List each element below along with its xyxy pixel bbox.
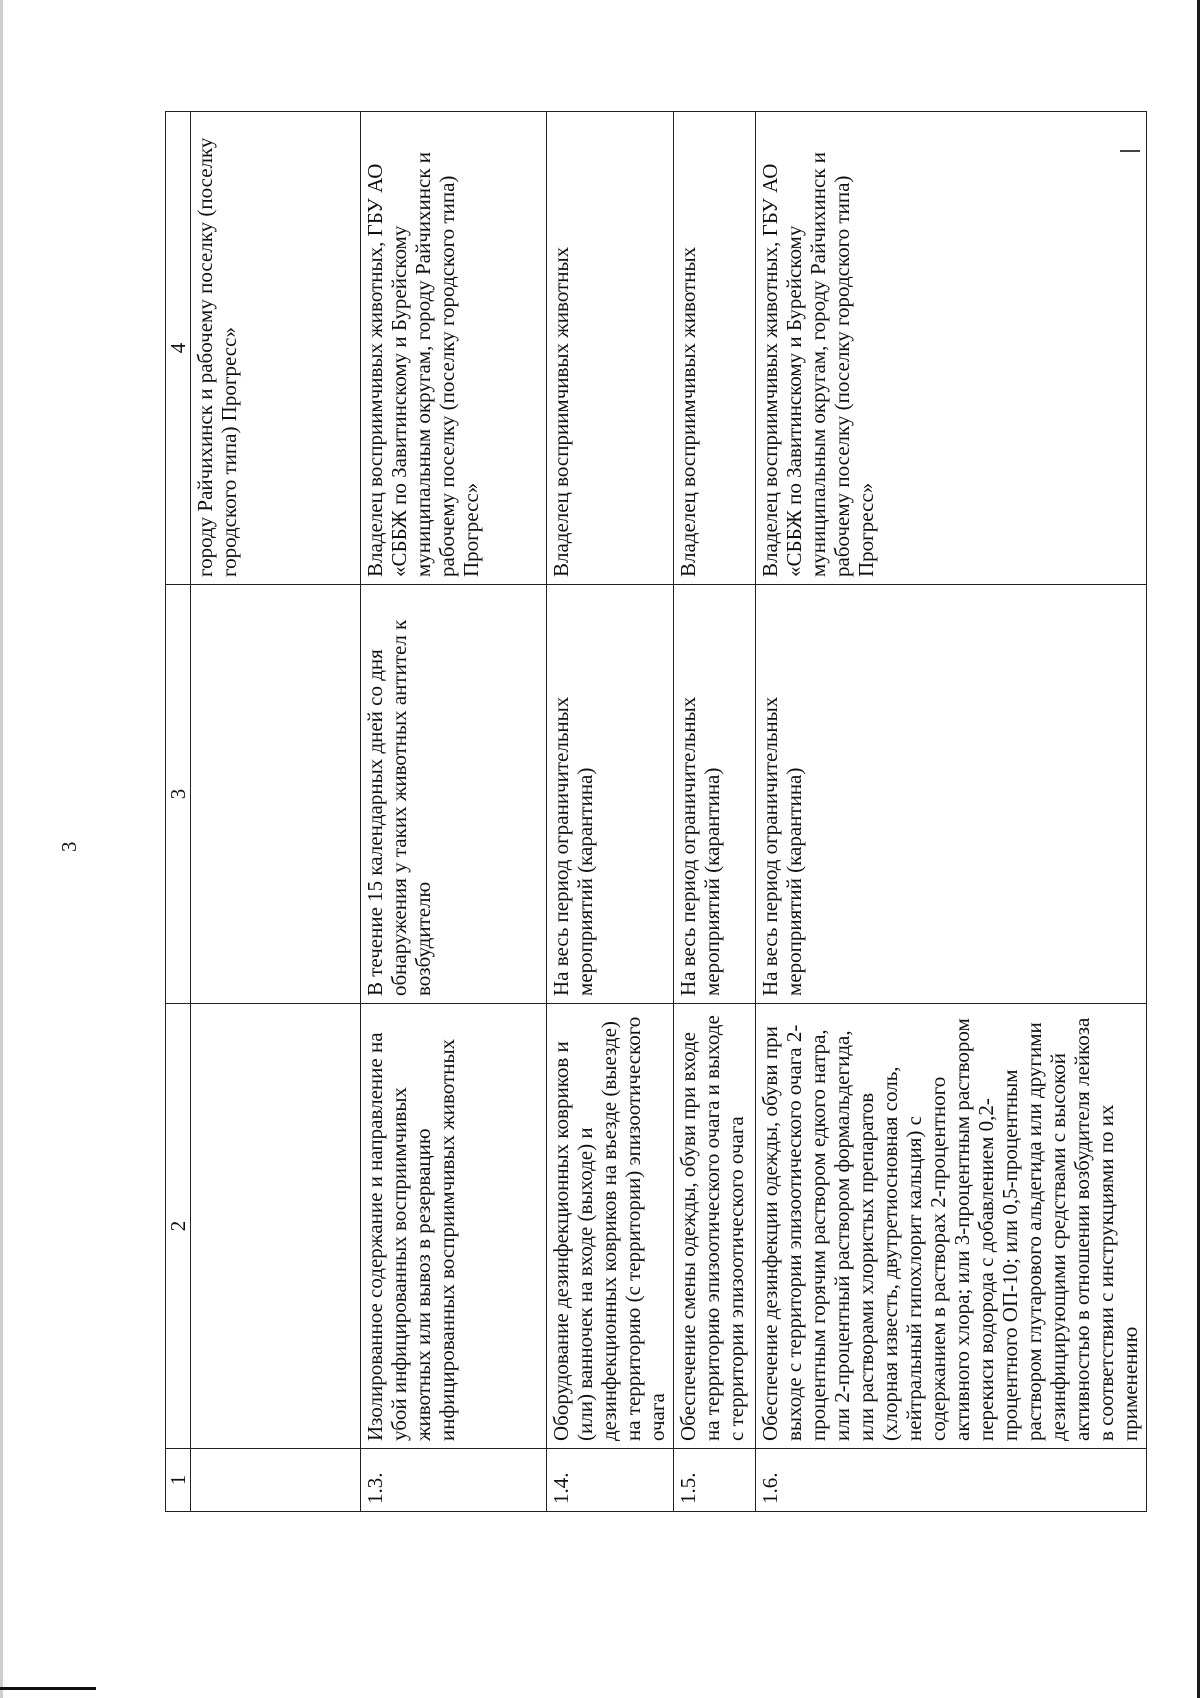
row-number-cell: 1.4. xyxy=(547,1449,674,1512)
table-row xyxy=(191,112,361,1512)
row-number-cell xyxy=(191,1449,361,1512)
responsible-cell: Владелец восприимчивых животных, ГБУ АО «СББЖ по Завитинскому и Бурейскому муниципальным округам, городу Райчихинск и рабочему поселку (поселку городского типа) Прогресс» xyxy=(361,112,547,585)
term-cell: На весь период ограничительных мероприятий (карантина) xyxy=(674,585,756,1004)
responsible-cell: Владелец восприимчивых животных xyxy=(547,112,674,585)
action-cell: Обеспечение дезинфекции одежды, обуви при выходе с территории эпизоотического очага 2-процентным горячим раствором едкого натра, или 2-процентный раствором формальдегида, или растворами хлористых препаратов (хлорная известь, двутретиосновная соль, нейтральный гипохлорит кальция) с содержанием в растворах 2-процентного активного хлора; или 3-процентным раствором перекиси водорода с добавлением 0,2-процентного ОП-10; или 0,5-процентным раствором глутарового альдегида или другими дезинфицирующими средствами с высокой активностью в отношении возбудителя лейкоза в соответствии с инструкциями по их применению xyxy=(756,1004,1147,1449)
column-header: 3 xyxy=(166,585,191,1004)
term-cell: В течение 15 календарных дней со дня обнаружения у таких животных антител к возбудителю xyxy=(361,585,547,1004)
table-row xyxy=(674,112,756,1512)
responsible-cell: городу Райчихинск и рабочему поселку (поселку городского типа) Прогресс» xyxy=(191,112,361,585)
responsible-cell: Владелец восприимчивых животных xyxy=(674,112,756,585)
table-row xyxy=(547,112,674,1512)
row-number-cell: 1.5. xyxy=(674,1449,756,1512)
scan-mark xyxy=(0,1687,96,1690)
column-header: 1 xyxy=(166,1449,191,1512)
row-number-cell: 1.3. xyxy=(361,1449,547,1512)
rotated-page xyxy=(57,112,1142,1512)
table-row xyxy=(756,112,1147,1512)
term-cell: На весь период ограничительных мероприятий (карантина) xyxy=(547,585,674,1004)
page-number: 3 xyxy=(57,841,81,852)
column-header: 4 xyxy=(166,112,191,585)
term-cell: На весь период ограничительных мероприятий (карантина) xyxy=(756,585,1147,1004)
row-number-cell: 1.6. xyxy=(756,1449,1147,1512)
table-header-row xyxy=(166,112,191,1512)
action-cell: Оборудование дезинфекционных ковриков и (или) ванночек на входе (выходе) и дезинфекционных ковриков на въезде (выезде) на территорию (с территории) эпизоотического очага xyxy=(547,1004,674,1449)
term-cell xyxy=(191,585,361,1004)
action-cell xyxy=(191,1004,361,1449)
table-row xyxy=(361,112,547,1512)
scan-edge-left xyxy=(0,0,3,1698)
column-header: 2 xyxy=(166,1004,191,1449)
measures-table xyxy=(165,111,1147,1512)
action-cell: Обеспечение смены одежды, обуви при входе на территорию эпизоотического очага и выходе с территории эпизоотического очага xyxy=(674,1004,756,1449)
action-cell: Изолированное содержание и направление на убой инфицированных восприимчивых животных или вывоз в резервацию инфицированных восприимчивых животных xyxy=(361,1004,547,1449)
responsible-cell: Владелец восприимчивых животных, ГБУ АО «СББЖ по Завитинскому и Бурейскому муниципальным округам, городу Райчихинск и рабочему поселку (поселку городского типа) Прогресс» xyxy=(756,112,1147,585)
